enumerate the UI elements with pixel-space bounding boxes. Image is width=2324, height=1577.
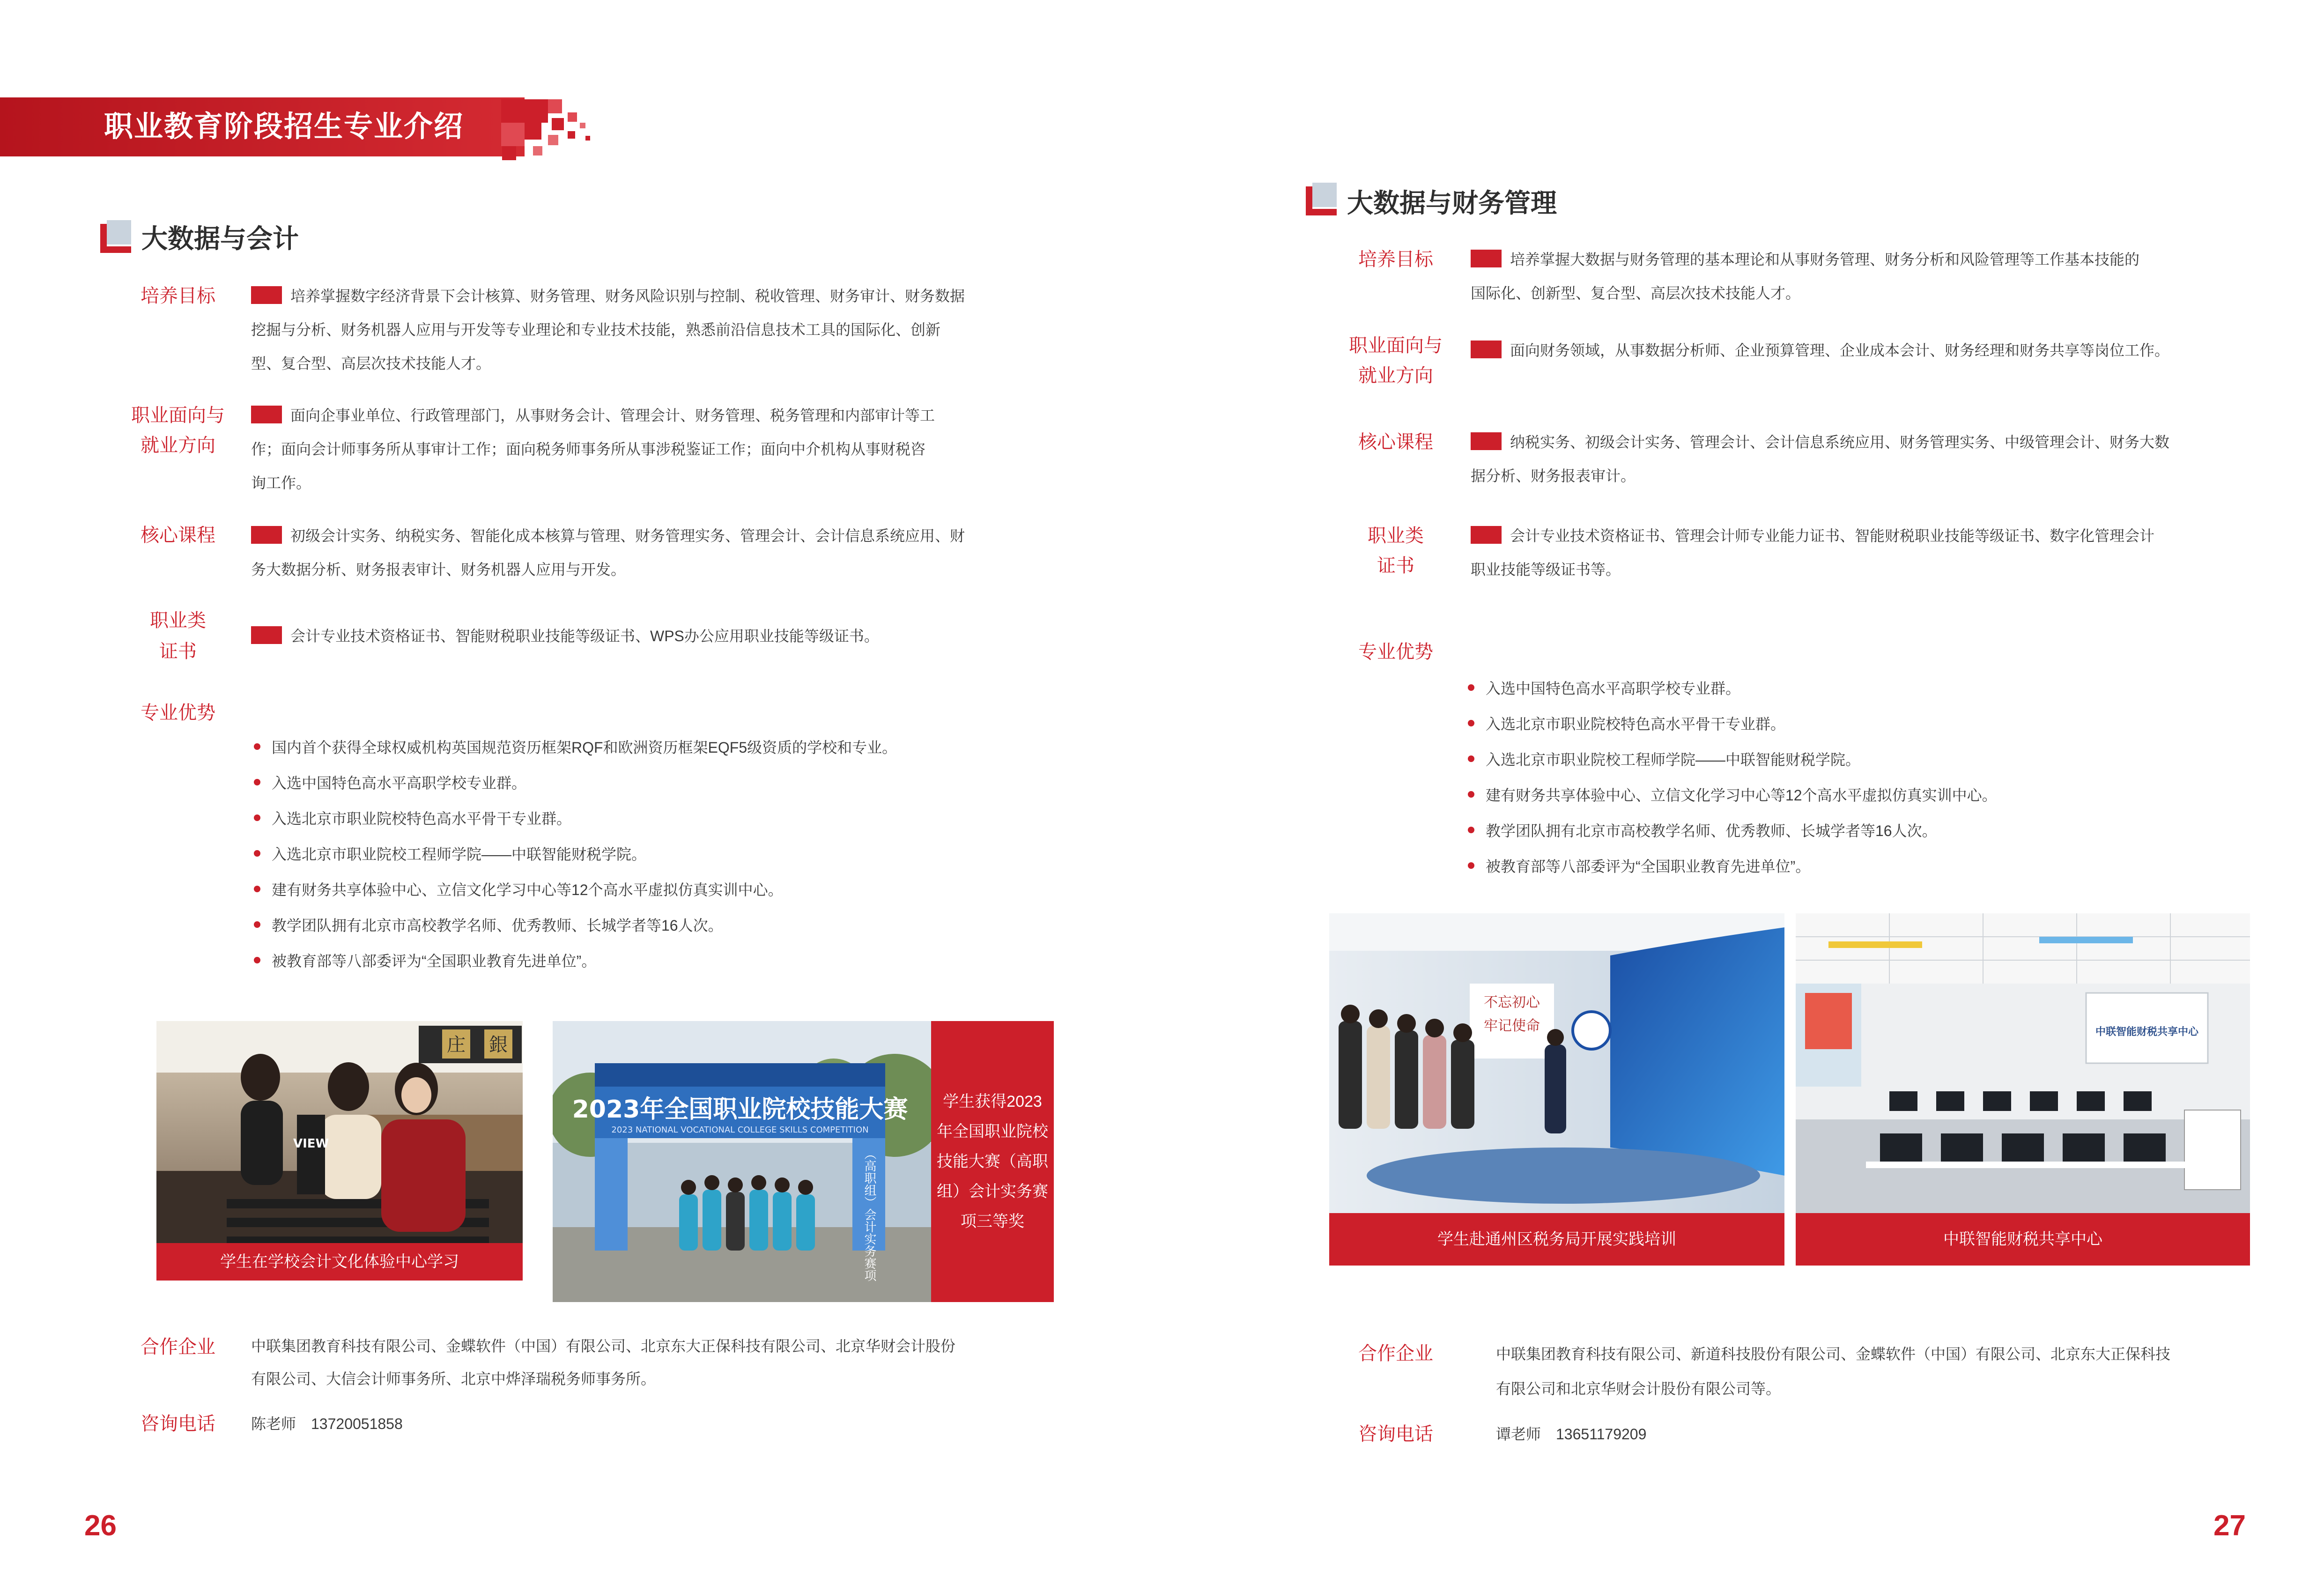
- bullet-mark: [251, 626, 282, 644]
- list-item: 入选北京市职业院校特色高水平骨干专业群。: [254, 801, 897, 837]
- label-contact: 咨询电话: [141, 1414, 215, 1434]
- list-item: 教学团队拥有北京市高校教学名师、优秀教师、长城学者等16人次。: [1468, 813, 1997, 849]
- page-number-left: 26: [84, 1510, 117, 1542]
- list-item: 入选北京市职业院校工程师学院——中联智能财税学院。: [1468, 742, 1997, 777]
- partner-text: 中联集团教育科技有限公司、新道科技股份有限公司、金蝶软件（中国）有限公司、北京东大正保科技 有限公司和北京华财会计股份有限公司等。: [1496, 1346, 2171, 1397]
- advantage-list: [254, 730, 897, 979]
- goal-text: 培养掌握大数据与财务管理的基本理论和从事财务管理、财务分析和风险管理等工作基本技能的 国际化、创新型、复合型、高层次技术技能人才。: [1471, 243, 2267, 310]
- label-direction-2: 就业方向: [1358, 365, 1433, 386]
- bullet-mark: [251, 526, 282, 544]
- wall-text-2: 牢记使命: [1484, 1018, 1540, 1034]
- label-cert-1: 职业类: [1368, 526, 1424, 546]
- photo-competition: [553, 1021, 1054, 1302]
- page-number-right: 27: [2213, 1510, 2246, 1542]
- competition-banner-text: 2023年全国职业院校技能大赛: [572, 1096, 908, 1124]
- photo-culture-center-illustration: [156, 1021, 523, 1281]
- label-goal: 培养目标: [141, 286, 215, 306]
- photo-competition-illustration: [553, 1021, 931, 1302]
- label-direction-2: 就业方向: [141, 435, 215, 456]
- label-goal: 培养目标: [1358, 249, 1433, 270]
- photo-tax-bureau: [1329, 913, 1784, 1266]
- label-direction-1: 职业面向与: [1349, 335, 1443, 356]
- section-icon: [1306, 183, 1339, 215]
- bullet-mark: [1471, 526, 1502, 544]
- photo-culture-center: [156, 1021, 523, 1281]
- photo-sharing-center: [1796, 913, 2250, 1266]
- list-item: 建有财务共享体验中心、立信文化学习中心等12个高水平虚拟仿真实训中心。: [1468, 777, 1997, 813]
- label-cert-2: 证书: [159, 641, 197, 662]
- label-partner: 合作企业: [141, 1337, 215, 1357]
- list-item: 入选北京市职业院校特色高水平骨干专业群。: [1468, 706, 1997, 742]
- goal-text: 培养掌握数字经济背景下会计核算、财务管理、财务风险识别与控制、税收管理、财务审计、财务数据 挖掘与分析、财务机器人应用与开发等专业理论和专业技术技能，熟悉前沿信息技术工具的国际化、创新 型、复合型、高层次技术技能人才。: [251, 279, 1094, 380]
- bullet-mark: [1471, 432, 1502, 450]
- label-course: 核心课程: [141, 525, 215, 546]
- label-advantage: 专业优势: [141, 703, 215, 723]
- bullet-mark: [1471, 341, 1502, 358]
- label-direction-1: 职业面向与: [131, 405, 225, 426]
- shirt-text: VIEW: [293, 1137, 329, 1151]
- sign-char-2: 銀: [489, 1034, 508, 1056]
- label-advantage: 专业优势: [1358, 642, 1433, 662]
- label-cert-1: 职业类: [150, 610, 206, 631]
- center-sign: 中联智能财税共享中心: [2095, 1026, 2199, 1038]
- partner-text: 中联集团教育科技有限公司、金蝶软件（中国）有限公司、北京东大正保科技有限公司、北京华财会计股份 有限公司、大信会计师事务所、北京中烨泽瑞税务师事务所。: [251, 1338, 956, 1387]
- competition-side-text: （高职组）会计实务赛项: [862, 1148, 876, 1281]
- section-icon: [100, 220, 133, 253]
- photo-caption: 学生在学校会计文化体验中心学习: [156, 1243, 523, 1281]
- course-text: 初级会计实务、纳税实务、智能化成本核算与管理、财务管理实务、管理会计、会计信息系统应用、财 务大数据分析、财务报表审计、财务机器人应用与开发。: [251, 519, 1094, 586]
- list-item: 入选中国特色高水平高职学校专业群。: [254, 765, 897, 801]
- wall-text-1: 不忘初心: [1484, 994, 1540, 1011]
- contact-text: 谭老师 13651179209: [1496, 1426, 1647, 1443]
- advantage-list: [1468, 671, 1997, 884]
- list-item: 教学团队拥有北京市高校教学名师、优秀教师、长城学者等16人次。: [254, 908, 897, 943]
- cert-text: 会计专业技术资格证书、管理会计师专业能力证书、智能财税职业技能等级证书、数字化管理会计 职业技能等级证书等。: [1471, 519, 2267, 586]
- list-item: 被教育部等八部委评为“全国职业教育先进单位”。: [254, 943, 897, 979]
- competition-banner-subtext: 2023 NATIONAL VOCATIONAL COLLEGE SKILLS COMPETITION: [611, 1125, 869, 1135]
- direction-text: 面向财务领域，从事数据分析师、企业预算管理、企业成本会计、财务经理和财务共享等岗位工作。: [1471, 333, 2267, 367]
- list-item: 建有财务共享体验中心、立信文化学习中心等12个高水平虚拟仿真实训中心。: [254, 872, 897, 908]
- list-item: 被教育部等八部委评为“全国职业教育先进单位”。: [1468, 849, 1997, 884]
- label-course: 核心课程: [1358, 432, 1433, 452]
- list-item: 国内首个获得全球权威机构英国规范资历框架RQF和欧洲资历框架EQF5级资质的学校和专业。: [254, 730, 897, 765]
- photo-caption: 学生赴通州区税务局开展实践培训: [1329, 1213, 1784, 1266]
- section-title: 大数据与财务管理: [1347, 188, 1557, 218]
- label-partner: 合作企业: [1358, 1343, 1433, 1364]
- bullet-mark: [251, 286, 282, 304]
- contact-text: 陈老师 13720051858: [251, 1415, 403, 1432]
- label-contact: 咨询电话: [1358, 1424, 1433, 1444]
- list-item: 入选中国特色高水平高职学校专业群。: [1468, 671, 1997, 706]
- course-text: 纳税实务、初级会计实务、管理会计、会计信息系统应用、财务管理实务、中级管理会计、财务大数 据分析、财务报表审计。: [1471, 425, 2267, 493]
- photo-caption: 中联智能财税共享中心: [1796, 1213, 2250, 1266]
- direction-text: 面向企事业单位、行政管理部门，从事财务会计、管理会计、财务管理、税务管理和内部审计等工 作；面向会计师事务所从事审计工作；面向税务师事务所从事涉税鉴证工作；面向中介机构从事财税咨 询工作。: [251, 399, 1094, 500]
- photo-caption-panel: 学生获得2023 年全国职业院校 技能大赛（高职 组）会计实务赛 项三等奖: [931, 1021, 1054, 1302]
- label-cert-2: 证书: [1377, 555, 1414, 576]
- section-title: 大数据与会计: [141, 224, 299, 253]
- bullet-mark: [1471, 250, 1502, 267]
- sign-char-1: 庄: [447, 1034, 466, 1056]
- page-title: 职业教育阶段招生专业介绍: [104, 111, 464, 143]
- cert-text: 会计专业技术资格证书、智能财税职业技能等级证书、WPS办公应用职业技能等级证书。: [251, 619, 1094, 653]
- list-item: 入选北京市职业院校工程师学院——中联智能财税学院。: [254, 837, 897, 872]
- bullet-mark: [251, 406, 282, 423]
